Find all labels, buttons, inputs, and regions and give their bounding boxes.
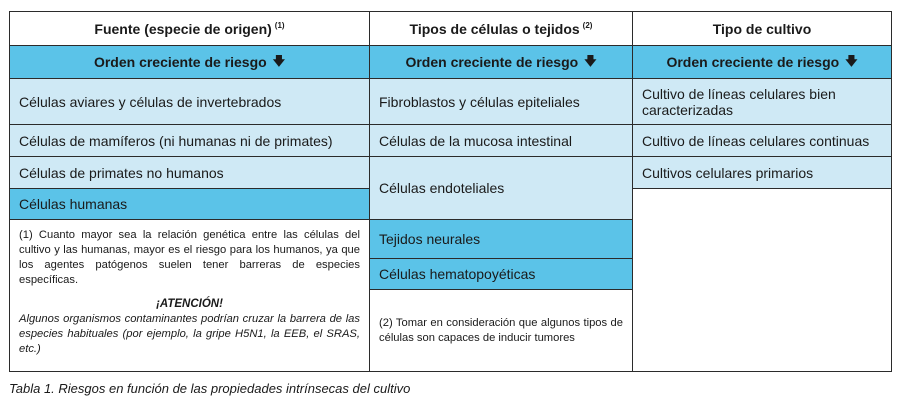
cell-type-row: [369, 258, 633, 290]
cell-type-note: [369, 289, 633, 372]
order-cell-source: [9, 45, 370, 79]
order-cell-culture-type: [632, 45, 892, 79]
cell-type-row: [369, 124, 633, 157]
source-row: [9, 78, 370, 125]
header-culture-type: [632, 11, 892, 46]
culture-row: [632, 124, 892, 157]
cell-type-row-text: Células hematopoyéticas: [379, 266, 536, 282]
culture-row-text: Cultivo de líneas celulares continuas: [642, 132, 870, 149]
arrow-down-icon: 🡇: [272, 53, 286, 68]
source-row-text: Células de mamíferos (ni humanas ni de primates): [19, 132, 333, 149]
source-row-text: Células de primates no humanos: [19, 164, 224, 181]
header-culture-type-label: Tipo de cultivo: [712, 20, 812, 37]
culture-row-text: Cultivos celulares primarios: [642, 164, 814, 181]
culture-row: [632, 156, 892, 189]
source-footnote: (1) Cuanto mayor sea la relación genética entre las células del cultivo y las humanas, mayor es el riesgo para los humanos, ya que los agentes patógenos suelen tener barreras de especies específicas.: [19, 229, 360, 286]
header-cell-types-label: Tipos de células o tejidos: [409, 20, 580, 37]
cell-type-row-text: Células endoteliales: [379, 180, 505, 196]
culture-row-text: Cultivo de líneas celulares bien caracterizadas: [642, 85, 836, 118]
source-row: [9, 156, 370, 189]
source-row: [9, 188, 370, 220]
header-source: [9, 11, 370, 46]
cell-type-row-text: Células de la mucosa intestinal: [379, 132, 572, 149]
order-cell-cell-types: [369, 45, 633, 79]
cell-type-row: [369, 156, 633, 220]
table-caption: Tabla 1. Riesgos en función de las propiedades intrínsecas del cultivo: [9, 381, 411, 396]
cell-type-row-text: Fibroblastos y células epiteliales: [379, 93, 580, 110]
order-label: Orden creciente de riesgo: [666, 54, 840, 70]
culture-row: [632, 78, 892, 125]
culture-empty-cell: [632, 188, 892, 372]
order-label: Orden creciente de riesgo: [93, 54, 267, 70]
cell-type-footnote: (2) Tomar en consideración que algunos tipos de células son capaces de inducir tumores: [379, 316, 623, 344]
source-row-text: Células humanas: [19, 196, 128, 212]
attention-title: ¡ATENCIÓN!: [156, 298, 223, 310]
cell-type-row: [369, 78, 633, 125]
header-cell-types-ref: (2): [582, 21, 593, 30]
source-row: [9, 124, 370, 157]
cell-type-row: [369, 219, 633, 259]
cell-type-row-text: Tejidos neurales: [379, 231, 481, 247]
header-cell-types: [369, 11, 633, 46]
order-label: Orden creciente de riesgo: [405, 54, 579, 70]
arrow-down-icon: 🡇: [845, 53, 858, 68]
arrow-down-icon: 🡇: [584, 53, 597, 68]
source-row-text: Células aviares y células de invertebrados: [19, 93, 282, 110]
header-source-label: Fuente (especie de origen): [94, 20, 272, 37]
attention-text: Algunos organismos contaminantes podrían cruzar la barrera de las especies habituales (por ejemplo, la gripe H5N1, la EEB, el SRAS, etc.): [19, 313, 360, 355]
source-note: [9, 219, 370, 372]
header-source-ref: (1): [274, 21, 285, 30]
